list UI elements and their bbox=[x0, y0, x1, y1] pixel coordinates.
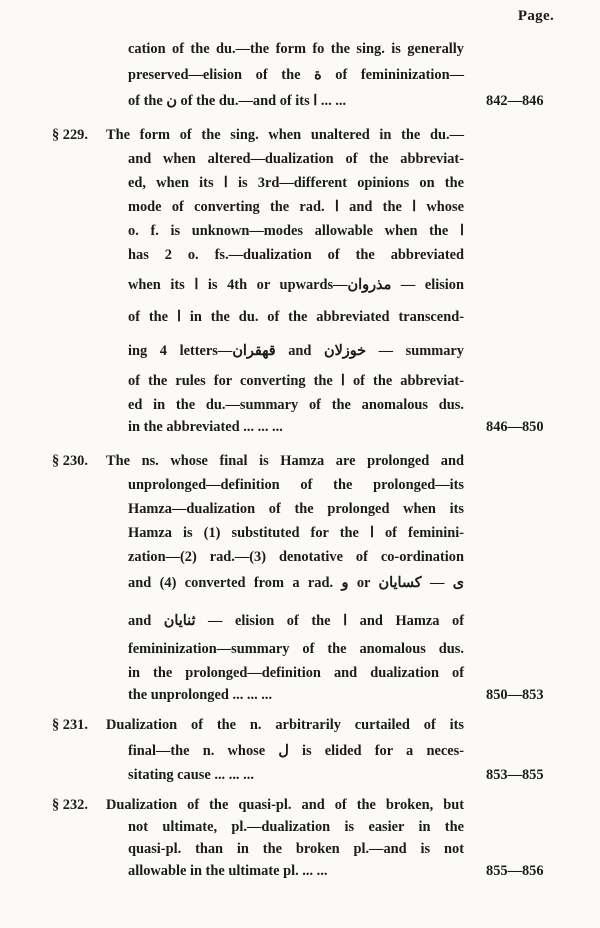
entry-line: preserved—elision of the ة of femininization— bbox=[128, 67, 464, 83]
entry-line: quasi-pl. than in the broken pl.—and is not bbox=[128, 841, 464, 857]
page-range: 850—853 bbox=[486, 687, 544, 703]
entry-line: and ثنايان — elision of the ا and Hamza of bbox=[128, 613, 464, 629]
entry-line: ed in the du.—summary of the anomalous dus. bbox=[128, 397, 464, 413]
entry-line: of the ن of the du.—and of its ا ... ... bbox=[128, 93, 347, 109]
entry-line: when its ا is 4th or upwards—مذروان — elision bbox=[128, 277, 465, 293]
entry-line: sitating cause ... ... ... bbox=[128, 767, 254, 783]
entry-line: The ns. whose final is Hamza are prolonged and bbox=[106, 453, 464, 469]
page-range: 855—856 bbox=[486, 863, 544, 879]
entry-line: Hamza is (1) substituted for the ا of feminini- bbox=[128, 525, 464, 541]
entry-line: not ultimate, pl.—dualization is easier in the bbox=[128, 819, 464, 835]
entry-line: ed, when its ا is 3rd—different opinions on the bbox=[128, 175, 464, 191]
entry-line: femininization—summary of the anomalous dus. bbox=[128, 641, 464, 657]
entry-line: ing 4 letters—قهقران and خوزلان — summary bbox=[128, 343, 464, 359]
entry-line: unprolonged—definition of the prolonged—its bbox=[128, 477, 464, 493]
entry-line: and (4) converted from a rad. و or ى — كسايان bbox=[128, 575, 464, 591]
entry-line: Hamza—dualization of the prolonged when its bbox=[128, 501, 464, 517]
section-number: § 231. bbox=[52, 717, 88, 733]
page-range: 846—850 bbox=[486, 419, 544, 435]
entry-line: of the rules for converting the ا of the abbreviat- bbox=[128, 373, 464, 389]
entry-line: Dualization of the quasi-pl. and of the broken, but bbox=[106, 797, 464, 813]
entry-line: and when altered—dualization of the abbreviat- bbox=[128, 151, 464, 167]
entry-line: Dualization of the n. arbitrarily curtailed of its bbox=[106, 717, 464, 733]
entry-line: in the prolonged—definition and dualization of bbox=[128, 665, 464, 681]
entry-line: in the abbreviated ... ... ... bbox=[128, 419, 283, 435]
entry-line: allowable in the ultimate pl. ... ... bbox=[128, 863, 328, 879]
page-range: 842—846 bbox=[486, 93, 544, 109]
entry-line: cation of the du.—the form fo the sing. is generally bbox=[128, 41, 464, 57]
entry-line: has 2 o. fs.—dualization of the abbreviated bbox=[128, 247, 464, 263]
entry-line: mode of converting the rad. ا and the ا whose bbox=[128, 199, 464, 215]
entry-line: the unprolonged ... ... ... bbox=[128, 687, 273, 703]
section-number: § 232. bbox=[52, 797, 88, 813]
entry-line: The form of the sing. when unaltered in the du.— bbox=[106, 127, 464, 143]
entry-line: o. f. is unknown—modes allowable when the ا bbox=[128, 223, 464, 239]
entry-line: zation—(2) rad.—(3) denotative of co-ordination bbox=[128, 549, 464, 565]
page-range: 853—855 bbox=[486, 767, 544, 783]
section-number: § 230. bbox=[52, 453, 88, 469]
section-number: § 229. bbox=[52, 127, 88, 143]
page-column-header: Page. bbox=[517, 8, 554, 24]
entry-line: final—the n. whose ل is elided for a neces- bbox=[128, 743, 464, 759]
entry-line: of the ا in the du. of the abbreviated transcend- bbox=[128, 309, 464, 325]
